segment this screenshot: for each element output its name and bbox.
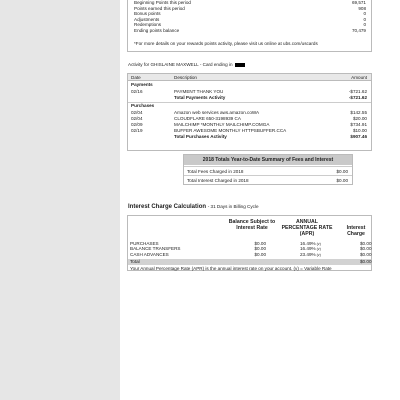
ytd-row-label: Total Fees Charged in 2018 xyxy=(187,168,244,174)
ytd-row xyxy=(184,166,352,175)
interest-total-label: Total xyxy=(130,259,140,265)
total-payments-label: Total Payments Activity xyxy=(174,95,226,100)
section-label xyxy=(128,82,371,88)
rewards-row-label: Ending points balance xyxy=(134,27,180,33)
ytd-header xyxy=(184,155,352,165)
activity-table-header xyxy=(128,74,371,81)
interest-row-balance: $0.00 xyxy=(254,251,266,257)
rewards-row-value: 908 xyxy=(358,5,366,11)
total-row xyxy=(128,95,371,101)
total-row xyxy=(128,134,371,140)
total-purchases-value: $907.46 xyxy=(350,134,367,139)
row-amount: $20.00 xyxy=(352,115,367,121)
col-description-header: Description xyxy=(174,74,197,80)
row-date: 02/09 xyxy=(131,121,143,127)
row-amount: $734.91 xyxy=(350,121,367,127)
interest-row-label: CASH ADVANCES xyxy=(130,251,169,257)
rewards-row-value: 70,479 xyxy=(351,27,366,33)
row-description: Amazon web services aws.amazon.coWA xyxy=(174,109,260,115)
interest-calc-title-text: Interest Charge Calculation xyxy=(128,204,207,210)
interest-row xyxy=(128,252,371,258)
variable-rate-flag: (v) xyxy=(316,241,321,246)
rewards-summary-box xyxy=(127,0,372,52)
interest-row-apr: 16.49% xyxy=(300,240,316,246)
rewards-row-value: 69,571 xyxy=(351,0,366,5)
interest-calc-subtitle: - 31 Days in Billing Cycle xyxy=(207,204,259,209)
activity-table xyxy=(127,73,372,151)
payments-label: Payments xyxy=(131,82,153,87)
rewards-row-label: Bonus points xyxy=(134,11,161,16)
row-description: PAYMENT THANK YOU xyxy=(174,89,224,94)
row-date: 02/16 xyxy=(131,89,143,94)
col-charge-header: Interest Charge xyxy=(346,225,366,237)
ytd-summary-table xyxy=(183,154,353,185)
ytd-row-value: $0.00 xyxy=(336,177,348,183)
interest-row-balance: $0.00 xyxy=(254,246,266,251)
col-date-header: Date xyxy=(131,74,141,80)
row-amount: $10.00 xyxy=(352,127,367,133)
variable-rate-flag: (v) xyxy=(316,252,321,257)
section-label xyxy=(128,103,371,109)
interest-total-bar xyxy=(128,259,371,265)
header-row xyxy=(128,75,371,81)
total-purchases-label: Total Purchases Activity xyxy=(174,134,227,139)
interest-calc-table xyxy=(127,215,372,271)
activity-heading xyxy=(128,62,245,68)
rewards-row xyxy=(134,28,366,34)
left-margin-panel xyxy=(0,0,120,400)
row-description: BUFFER AWESOME MONTHLY HTTPSBUFFER.CCA xyxy=(174,127,287,133)
purchases-label: Purchases xyxy=(131,103,155,108)
total-payments-value: -$721.62 xyxy=(348,95,367,100)
ytd-row-label: Total Interest Charged in 2018 xyxy=(187,177,249,183)
redaction-block xyxy=(235,63,245,68)
interest-row-balance: $0.00 xyxy=(254,240,266,246)
interest-row-apr: 16.49% xyxy=(300,246,316,251)
interest-calc-title xyxy=(128,204,259,210)
variable-rate-flag: (v) xyxy=(316,247,321,251)
ytd-row xyxy=(184,175,352,184)
interest-row-apr: 23.49% xyxy=(300,251,316,257)
rewards-row-label: Adjustments xyxy=(134,16,160,22)
activity-heading-text: Activity for GHISLAINE MAXWELL - Card ending in xyxy=(128,62,233,67)
interest-row-label: BALANCE TRANSFERS xyxy=(130,246,181,251)
row-date: 02/04 xyxy=(131,115,143,121)
row-description: CLOUDFLARE 650-3198939 CA xyxy=(174,115,241,121)
interest-row-label: PURCHASES xyxy=(130,240,159,246)
row-date: 02/19 xyxy=(131,127,143,133)
rewards-row-value: 0 xyxy=(363,11,366,16)
rewards-row-label: Beginning Points this period xyxy=(134,0,191,5)
rewards-row-label: Points earned this period xyxy=(134,5,185,11)
statement-page xyxy=(121,0,400,400)
apr-footnote: Your Annual Percentage Rate (APR) is the annual interest rate on your account. (v) = Variable Rate xyxy=(130,265,332,271)
rewards-row-value: 0 xyxy=(363,22,366,27)
interest-total-value: $0.00 xyxy=(360,259,372,265)
row-amount: $142.55 xyxy=(350,109,367,115)
col-apr-header: ANNUAL PERCENTAGE RATE (APR) xyxy=(281,219,333,237)
row-amount: -$721.62 xyxy=(348,89,367,94)
interest-row-charge: $0.00 xyxy=(360,251,372,257)
rewards-note: *For more details on your rewards points activity, please visit us online at ubs.com/uscards xyxy=(134,41,318,46)
rewards-row-value: 0 xyxy=(363,16,366,22)
col-amount-header: Amount xyxy=(351,74,367,80)
ytd-row-value: $0.00 xyxy=(336,168,348,174)
table-row xyxy=(128,128,371,134)
row-date: 02/04 xyxy=(131,109,143,115)
ytd-title: 2018 Totals Year-to-Date Summary of Fees and Interest xyxy=(202,157,334,163)
rewards-row-label: Redemptions xyxy=(134,22,162,27)
row-description: MAILCHIMP *MONTHLY MAILCHIMP.COMGA xyxy=(174,121,270,127)
interest-row-charge: $0.00 xyxy=(360,246,372,251)
interest-row-charge: $0.00 xyxy=(360,240,372,246)
col-balance-header: Balance Subject to Interest Rate xyxy=(228,219,276,231)
